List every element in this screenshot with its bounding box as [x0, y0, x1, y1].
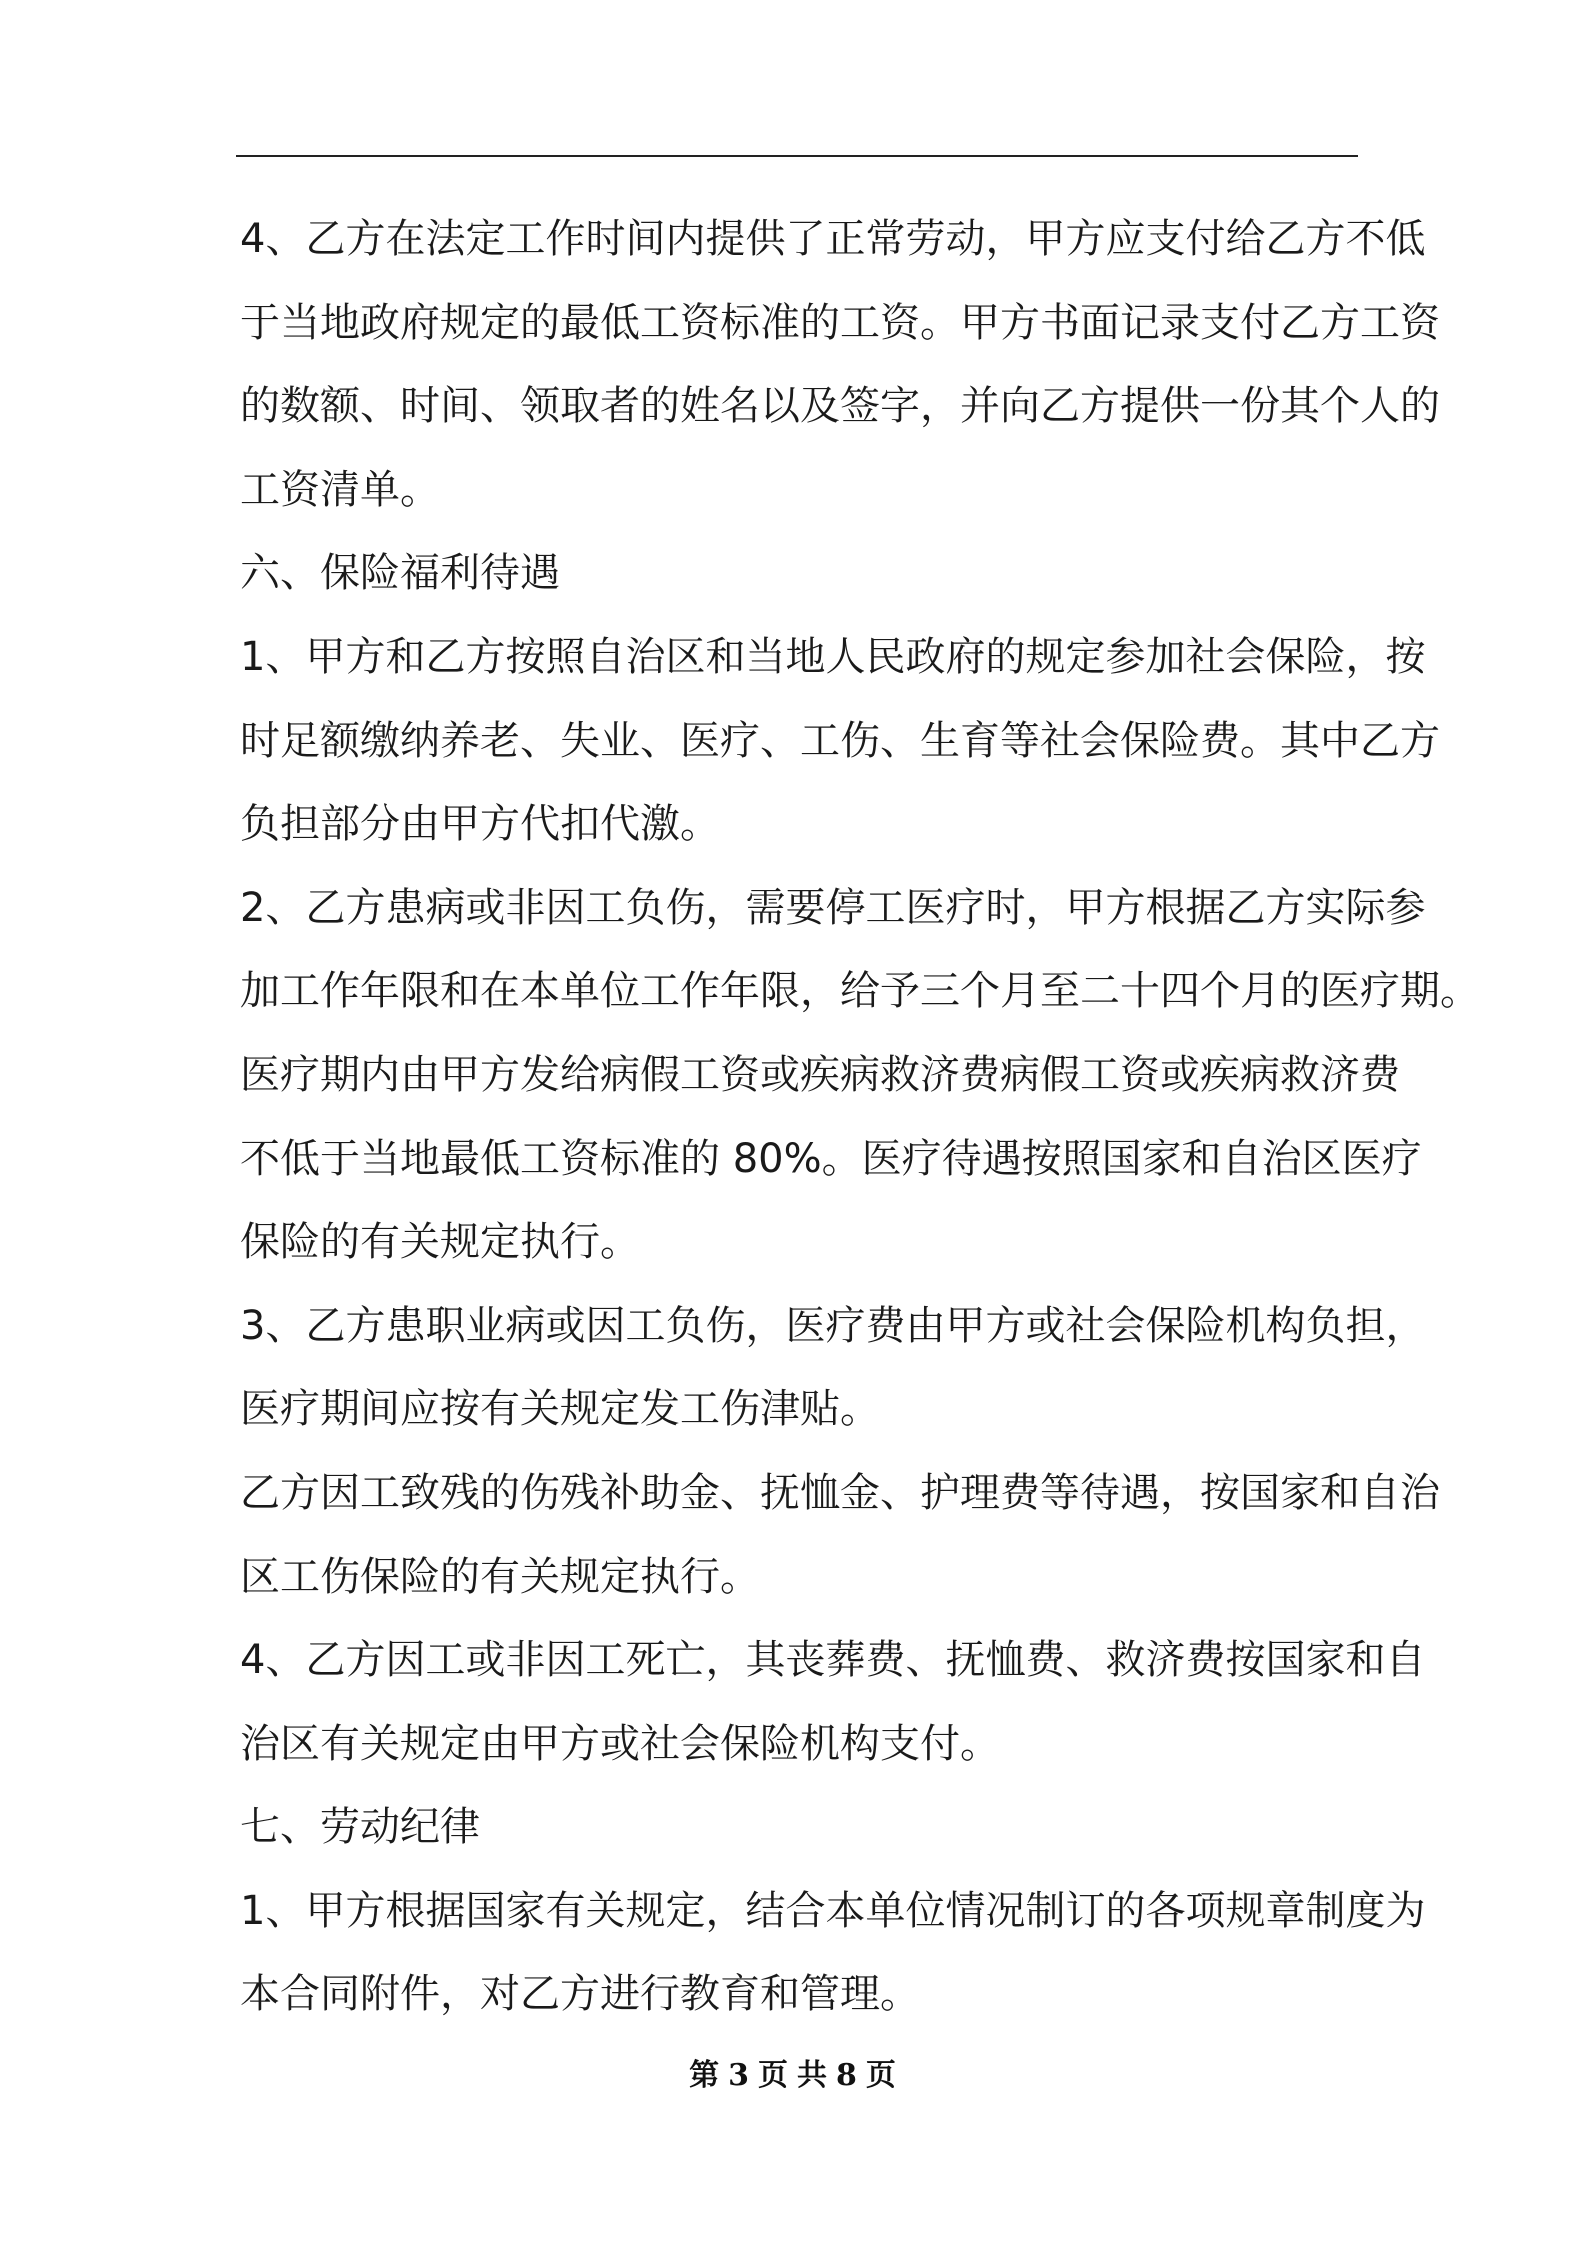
footer-page-word: 页 — [758, 2058, 789, 2093]
text-line: 时足额缴纳养老、失业、医疗、工伤、生育等社会保险费。其中乙方 — [240, 717, 1440, 764]
text-line: 的数额、时间、领取者的姓名以及签字，并向乙方提供一份其个人的 — [240, 383, 1440, 430]
text-line: 2、乙方患病或非因工负伤，需要停工医疗时，甲方根据乙方实际参 — [240, 884, 1426, 931]
text-line: 不低于当地最低工资标准的 80%。医疗待遇按照国家和自治区医疗 — [240, 1135, 1422, 1182]
text-line: 保险的有关规定执行。 — [240, 1219, 640, 1266]
footer-current-page: 3 — [728, 2058, 750, 2093]
document-body — [240, 198, 1480, 2037]
text-line: 负担部分由甲方代扣代激。 — [240, 801, 720, 848]
section-heading: 六、保险福利待遇 — [240, 550, 560, 597]
text-line: 加工作年限和在本单位工作年限，给予三个月至二十四个月的医疗期。 — [240, 968, 1480, 1015]
text-line: 于当地政府规定的最低工资标准的工资。甲方书面记录支付乙方工资 — [240, 299, 1440, 346]
text-line: 区工伤保险的有关规定执行。 — [240, 1553, 760, 1600]
text-line: 医疗期间应按有关规定发工伤津贴。 — [240, 1386, 880, 1433]
text-line: 4、乙方在法定工作时间内提供了正常劳动，甲方应支付给乙方不低 — [240, 216, 1426, 262]
text-line: 乙方因工致残的伤残补助金、抚恤金、护理费等待遇，按国家和自治 — [240, 1469, 1440, 1516]
section-heading: 七、劳动纪律 — [240, 1804, 480, 1851]
text-line: 工资清单。 — [240, 466, 440, 513]
text-line: 1、甲方根据国家有关规定，结合本单位情况制订的各项规章制度为 — [240, 1887, 1426, 1934]
footer-total-pages: 8 — [836, 2058, 858, 2093]
header-rule — [236, 155, 1358, 157]
footer-total-prefix: 共 — [797, 2058, 828, 2093]
page-footer — [0, 2050, 1586, 2094]
text-line: 本合同附件，对乙方进行教育和管理。 — [240, 1971, 920, 2018]
footer-suffix: 页 — [865, 2058, 897, 2093]
text-line: 1、甲方和乙方按照自治区和当地人民政府的规定参加社会保险，按 — [240, 633, 1426, 680]
text-line: 3、乙方患职业病或因工负伤，医疗费由甲方或社会保险机构负担， — [240, 1302, 1426, 1349]
footer-prefix: 第 — [689, 2058, 721, 2093]
text-line: 医疗期内由甲方发给病假工资或疾病救济费病假工资或疾病救济费 — [240, 1051, 1400, 1098]
text-line: 治区有关规定由甲方或社会保险机构支付。 — [240, 1720, 1000, 1767]
text-line: 4、乙方因工或非因工死亡，其丧葬费、抚恤费、救济费按国家和自 — [240, 1637, 1426, 1684]
